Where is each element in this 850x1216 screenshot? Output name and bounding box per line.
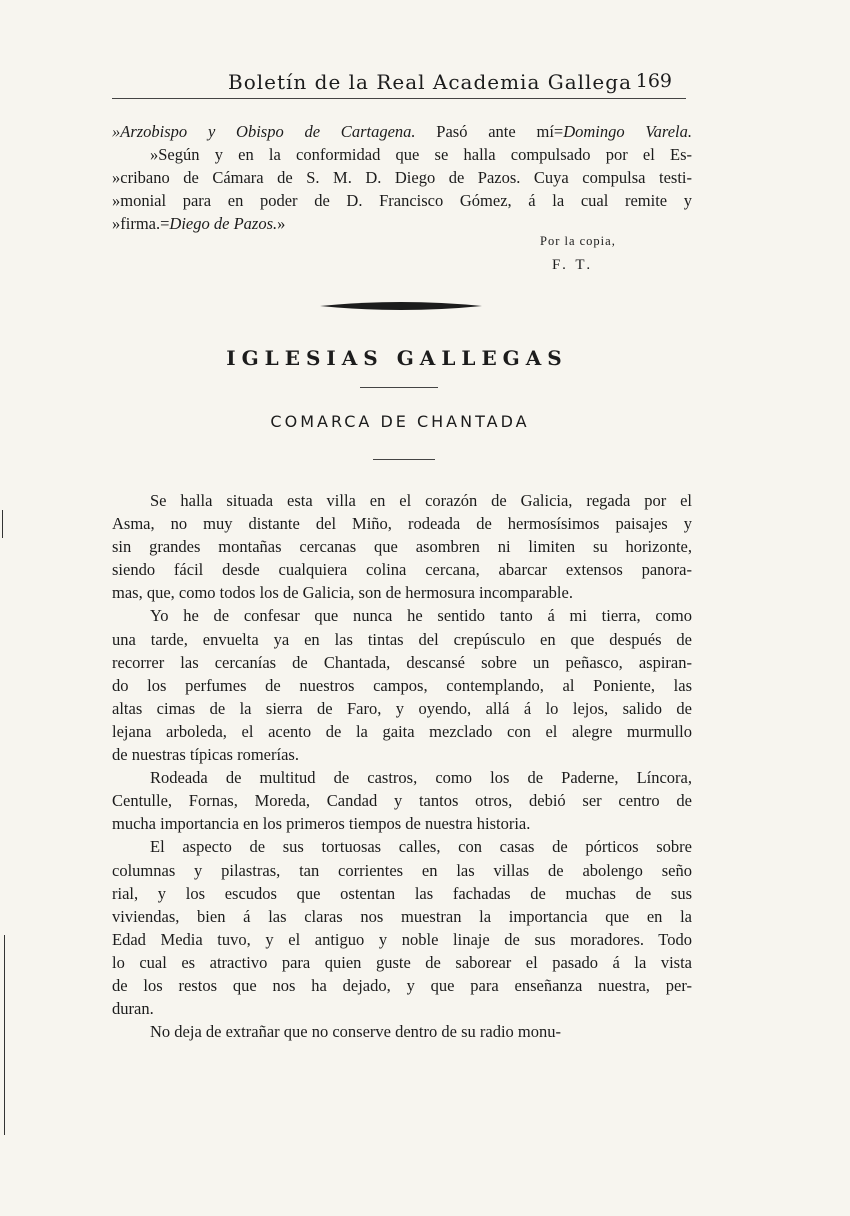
text-line: No deja de extrañar que no conserve dentro de su radio monu- [150, 1022, 561, 1042]
text-line: sin grandes montañas cercanas que asombren ni limiten su horizonte, [112, 537, 692, 557]
text-line: Asma, no muy distante del Miño, rodeada de hermosísimos paisajes y [112, 514, 692, 534]
text-line: viviendas, bien á las claras nos muestran la importancia que en la [112, 906, 692, 926]
text-line: rial, y los escudos que ostentan las fachadas de muchas de sus [112, 883, 692, 903]
quote-line: »Según y en la conformidad que se halla compulsado por el Es- [150, 145, 692, 165]
text-line: mucha importancia en los primeros tiempos de nuestra historia. [112, 814, 531, 834]
text-line: lo cual es atractivo para quien guste de saborear el pasado á la vista [112, 952, 692, 972]
text-line: una tarde, envuelta ya en las tintas del crepúsculo en que después de [112, 629, 692, 649]
text-line: columnas y pilastras, tan corrientes en las villas de abolengo seño [112, 860, 692, 880]
text-line: duran. [112, 999, 154, 1019]
text-line: Centulle, Fornas, Moreda, Candad y tantos otros, debió ser centro de [112, 791, 692, 811]
text-line: Edad Media tuvo, y el antiguo y noble linaje de sus moradores. Todo [112, 929, 692, 949]
journal-title: Boletín de la Real Academia Gallega [228, 70, 632, 94]
text-line: Rodeada de multitud de castros, como los de Paderne, Líncora, [150, 768, 692, 788]
header-rule [112, 98, 686, 99]
quote-block [112, 120, 692, 235]
quote-line: »firma.=Diego de Pazos.» [112, 214, 286, 234]
text-line: de los restos que nos ha dejado, y que para enseñanza nuestra, per- [112, 975, 692, 995]
signature-initials: F. T. [552, 257, 594, 273]
quote-line: »cribano de Cámara de S. M. D. Diego de Pazos. Cuya compulsa testi- [112, 168, 692, 188]
section-heading: IGLESIAS GALLEGAS [226, 346, 568, 370]
text-line: siendo fácil desde cualquiera colina cercana, abarcar extensos panora- [112, 560, 692, 580]
text-line: Se halla situada esta villa en el corazón de Galicia, regada por el [150, 491, 692, 510]
text-line: altas cimas de la sierra de Faro, y oyendo, allá á lo lejos, salido de [112, 698, 692, 718]
ornament-rule-icon [318, 299, 484, 313]
subheading-rule [373, 459, 435, 460]
section-subheading: COMARCA DE CHANTADA [270, 412, 530, 431]
text-line: lejana arboleda, el acento de la gaita mezclado con el alegre murmullo [112, 721, 692, 741]
margin-mark [2, 510, 3, 538]
text-line: Yo he de confesar que nunca he sentido tanto á mi tierra, como [150, 606, 692, 626]
quote-line: »monial para en poder de D. Francisco Gómez, á la cual remite y [112, 191, 692, 211]
text-line: do los perfumes de nuestros campos, contemplando, al Poniente, las [112, 675, 692, 695]
body-text [112, 489, 692, 1043]
page-number: 169 [635, 70, 672, 92]
margin-mark [4, 935, 5, 1135]
heading-rule [360, 387, 438, 388]
text-line: recorrer las cercanías de Chantada, descansé sobre un peñasco, aspiran- [112, 652, 692, 672]
signature-label: Por la copia, [540, 234, 616, 248]
text-line: de nuestras típicas romerías. [112, 745, 299, 765]
quote-line: »Arzobispo y Obispo de Cartagena. Pasó ante mí=Domingo Varela. [112, 122, 692, 141]
text-line: El aspecto de sus tortuosas calles, con casas de pórticos sobre [150, 837, 692, 857]
running-head [112, 68, 686, 98]
text-line: mas, que, como todos los de Galicia, son de hermosura incomparable. [112, 583, 573, 603]
